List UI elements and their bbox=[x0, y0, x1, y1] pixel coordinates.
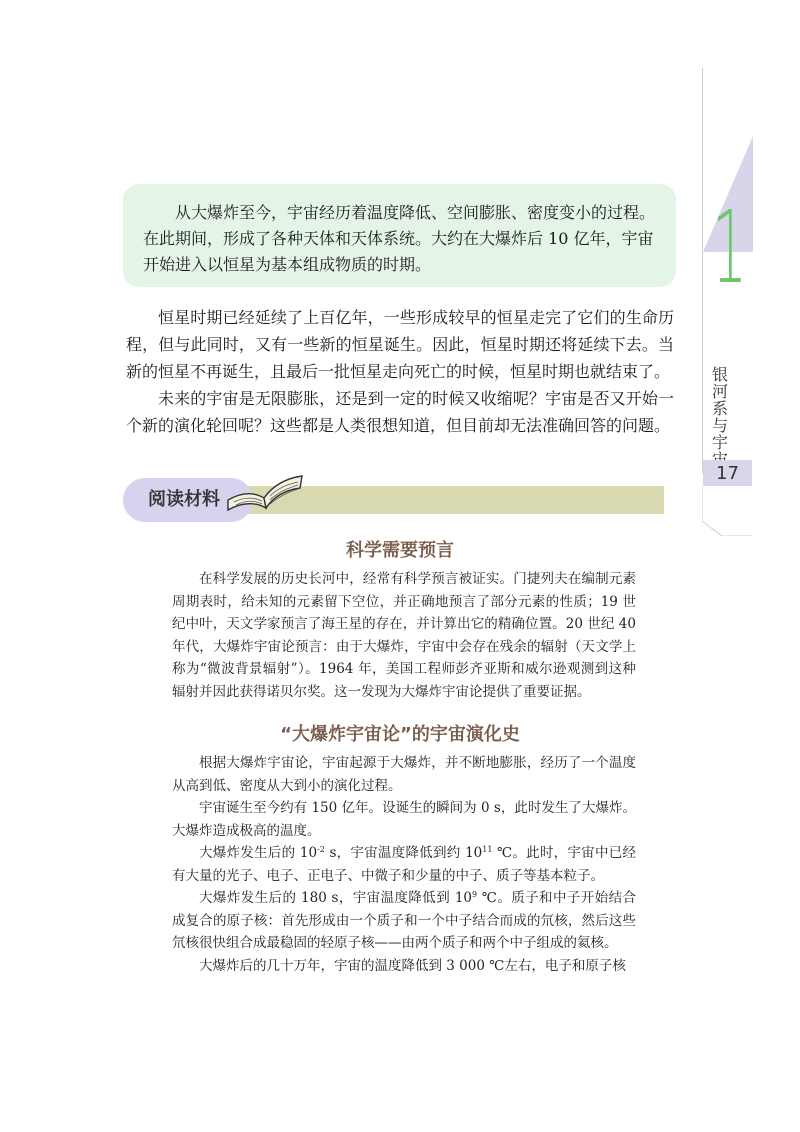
section-title-evolution: “大爆炸宇宙论”的宇宙演化史 bbox=[280, 724, 520, 745]
page-number: 17 bbox=[703, 460, 752, 486]
reading-label: 阅读材料 bbox=[148, 489, 220, 510]
exponent: -2 bbox=[317, 845, 325, 854]
text-run: 大爆炸发生后的 10 bbox=[199, 845, 318, 861]
text-run: s，宇宙温度降低到约 10 bbox=[324, 845, 483, 861]
side-tab-fold bbox=[702, 486, 752, 536]
reading-paragraph bbox=[172, 842, 636, 887]
chapter-side-tab bbox=[702, 68, 800, 538]
main-paragraph: 未来的宇宙是无限膨胀，还是到一定的时候又收缩呢？宇宙是否又开始一个新的演化轮回呢？这些都是人类很想知道，但目前却无法准确回答的问题。 bbox=[126, 389, 674, 435]
text-run: ℃。此时，宇宙中已经有大量的光子、电子、正电子、中微子和少量的中子、质子等基本粒子。 bbox=[172, 845, 636, 884]
reading-section-2 bbox=[172, 752, 636, 977]
reading-paragraph bbox=[172, 887, 636, 955]
open-book-icon bbox=[222, 470, 308, 514]
main-text bbox=[126, 304, 674, 439]
reading-paragraph: 根据大爆炸宇宙论，宇宙起源于大爆炸，并不断地膨胀，经历了一个温度从高到低、密度从大到小的演化过程。 bbox=[172, 755, 636, 794]
reading-paragraph: 宇宙诞生至今约有 150 亿年。设诞生的瞬间为 0 s，此时发生了大爆炸。大爆炸造成极高的温度。 bbox=[172, 800, 636, 839]
exponent: 9 bbox=[472, 890, 478, 899]
reading-section-1 bbox=[172, 568, 636, 703]
reading-paragraph: 在科学发展的历史长河中，经常有科学预言被证实。门捷列夫在编制元素周期表时，给未知的元素留下空位，并正确地预言了部分元素的性质；19 世纪中叶，天文学家预言了海王星的存在，并计算出它的精确位置。20 世纪 40 年代，大爆炸宇宙论预言：由于大爆炸，宇宙中会存在残余的辐射（天文学上称为“微波背景辐射”）。1964 年，美国工程师彭齐亚斯和威尔逊观测到这种辐射并因此获得诺贝尔奖。这一发现为大爆炸宇宙论提供了重要证据。 bbox=[172, 571, 636, 700]
summary-text: 从大爆炸至今，宇宙经历着温度降低、空间膨胀、密度变小的过程。在此期间，形成了各种天体和天体系统。大约在大爆炸后 10 亿年，宇宙开始进入以恒星为基本组成物质的时期。 bbox=[143, 203, 656, 274]
side-divider bbox=[702, 68, 703, 473]
text-run: 大爆炸发生后的 180 s，宇宙温度降低到 10 bbox=[199, 890, 473, 906]
summary-box bbox=[123, 184, 676, 287]
section-title-prediction: 科学需要预言 bbox=[346, 540, 454, 561]
reading-paragraph: 大爆炸后的几十万年，宇宙的温度降低到 3 000 ℃左右，电子和原子核 bbox=[199, 957, 626, 974]
text-run: ℃。质子和中子开始结合成复合的原子核：首先形成由一个质子和一个中子结合而成的氘核，然后这些氘核很快组合成最稳固的轻原子核——由两个质子和两个中子组成的氦核。 bbox=[172, 890, 636, 951]
chapter-title: 银河系与宇 bbox=[712, 365, 729, 452]
main-paragraph: 恒星时期已经延续了上百亿年，一些形成较早的恒星走完了它们的生命历程，但与此同时，又有一些新的恒星诞生。因此，恒星时期还将延续下去。当新的恒星不再诞生，且最后一批恒星走向死亡的时候，恒星时期也就结束了。 bbox=[126, 308, 674, 381]
chapter-number: 1 bbox=[712, 189, 747, 306]
exponent: 11 bbox=[482, 845, 493, 854]
